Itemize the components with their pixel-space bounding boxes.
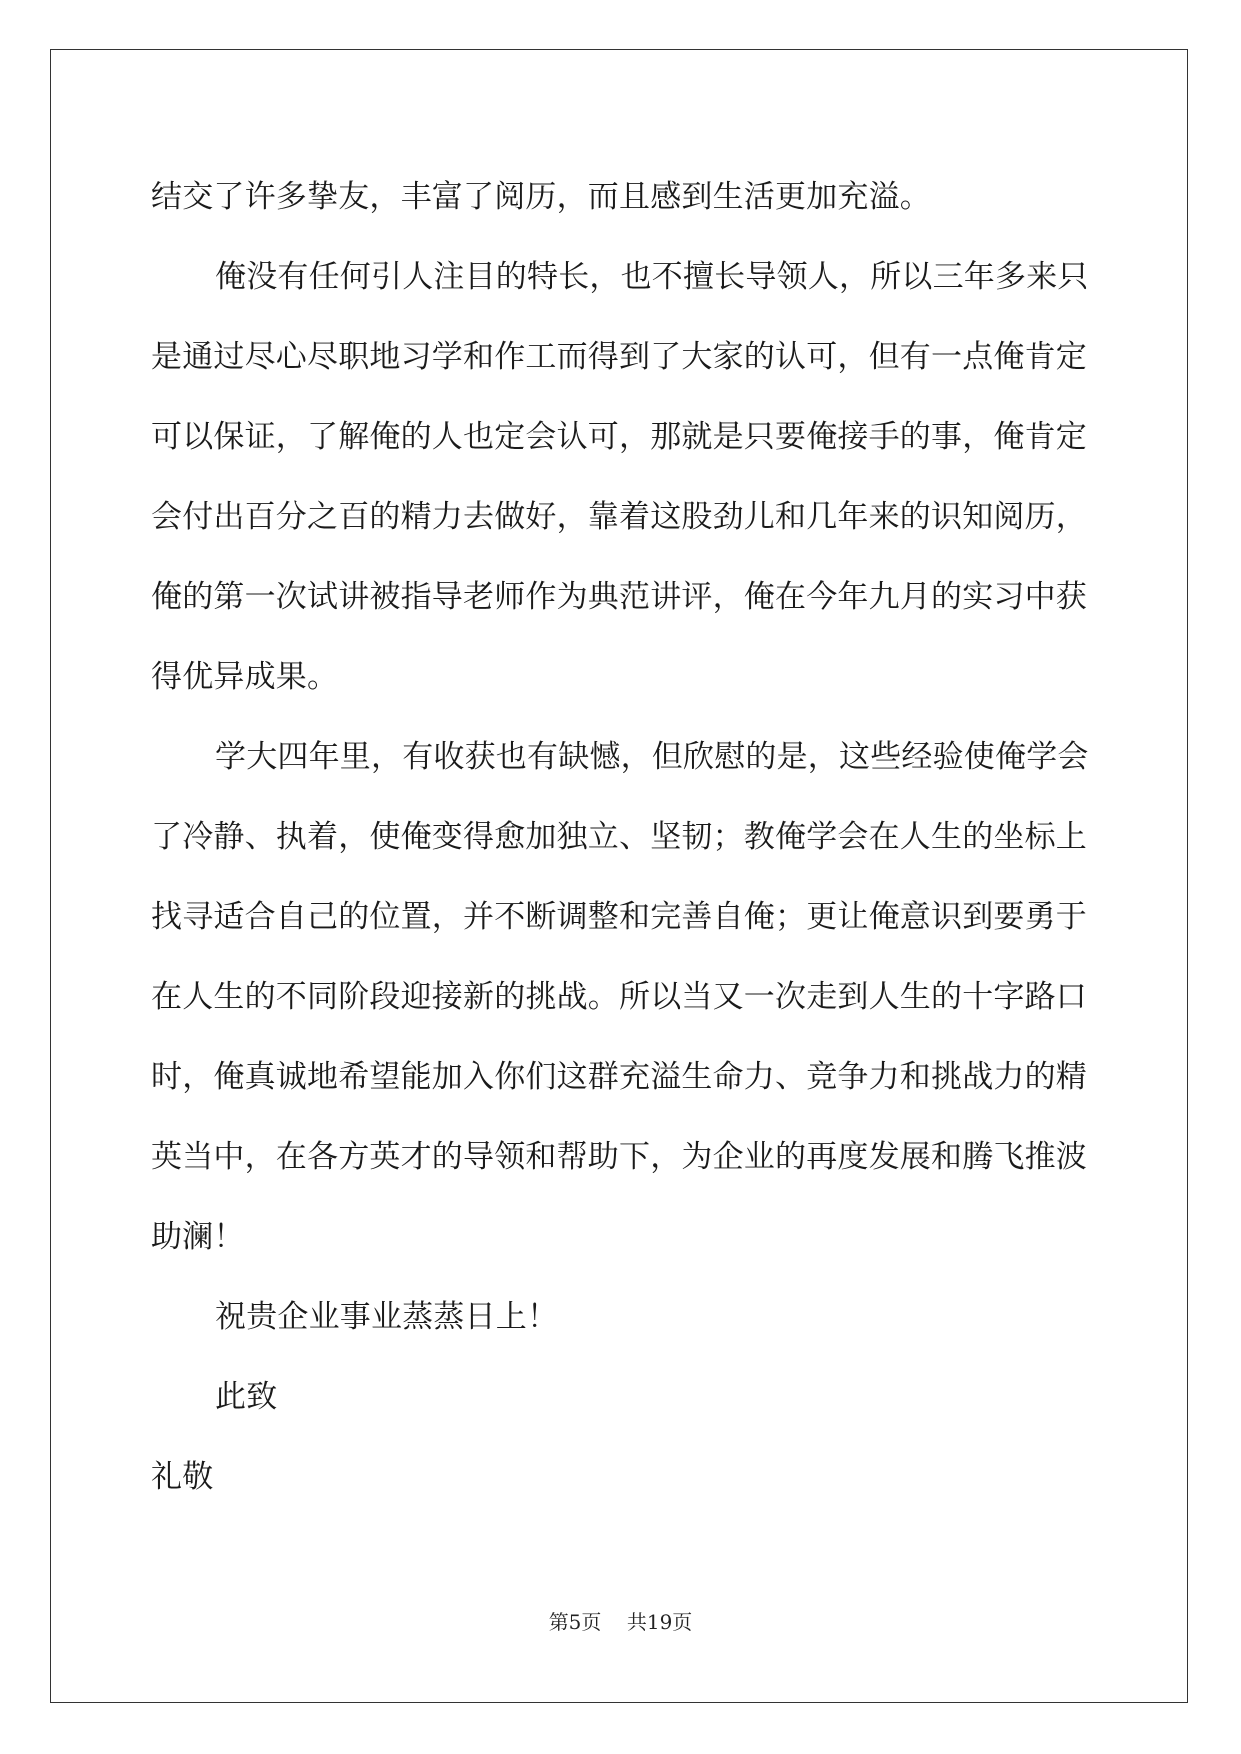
- text-line-1: 结交了许多挚友，丰富了阅历，而且感到生活更加充溢。: [151, 179, 931, 215]
- text-line-2: 俺没有任何引人注目的特长，也不擅长导领人，所以三年多来只: [215, 259, 1089, 295]
- text-line-13: 英当中，在各方英才的导领和帮助下，为企业的再度发展和腾飞推波: [151, 1139, 1087, 1175]
- text-line-5: 会付出百分之百的精力去做好，靠着这股劲儿和几年来的识知阅历，: [151, 499, 1087, 535]
- text-line-7: 得优异成果。: [151, 659, 339, 695]
- page-footer: [0, 1606, 1241, 1635]
- closing-wish: 祝贵企业事业蒸蒸日上！: [215, 1299, 559, 1335]
- text-line-10: 找寻适合自己的位置，并不断调整和完善自俺；更让俺意识到要勇于: [151, 899, 1087, 935]
- page-total: 共19页: [626, 1610, 693, 1634]
- text-line-3: 是通过尽心尽职地习学和作工而得到了大家的认可，但有一点俺肯定: [151, 339, 1087, 375]
- text-line-11: 在人生的不同阶段迎接新的挑战。所以当又一次走到人生的十字路口: [151, 979, 1087, 1015]
- text-line-8: 学大四年里，有收获也有缺憾，但欣慰的是，这些经验使俺学会: [215, 739, 1089, 775]
- text-line-12: 时，俺真诚地希望能加入你们这群充溢生命力、竞争力和挑战力的精: [151, 1059, 1087, 1095]
- text-line-9: 了冷静、执着，使俺变得愈加独立、坚韧；教俺学会在人生的坐标上: [151, 819, 1087, 855]
- text-line-14: 助澜！: [151, 1219, 245, 1255]
- text-line-6: 俺的第一次试讲被指导老师作为典范讲评，俺在今年九月的实习中获: [151, 579, 1087, 615]
- closing-regards: 礼敬: [151, 1459, 214, 1495]
- text-line-4: 可以保证，了解俺的人也定会认可，那就是只要俺接手的事，俺肯定: [151, 419, 1087, 455]
- closing-salutation: 此致: [215, 1379, 278, 1415]
- page-number: 第5页: [548, 1610, 602, 1634]
- letter-body: [151, 157, 1087, 1517]
